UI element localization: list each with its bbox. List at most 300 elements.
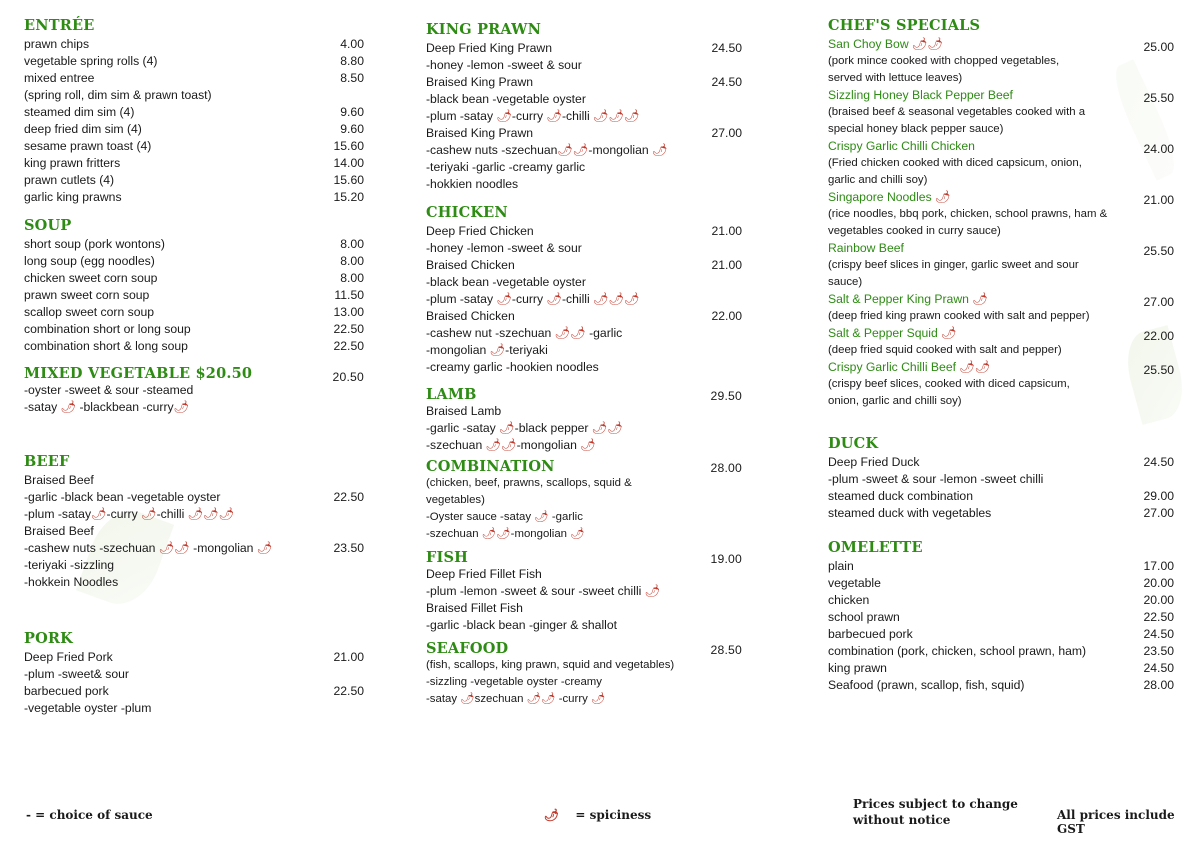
section-entree: [24, 16, 364, 206]
menu-item: [24, 540, 364, 557]
item-price: 22.50: [333, 684, 364, 698]
menu-item: [426, 526, 742, 543]
menu-item: [828, 660, 1174, 677]
section-lamb: [426, 386, 742, 454]
prices-note: Prices subject to change without notice: [853, 797, 1018, 827]
item-title: San Choy Bow 🌶🌶: [828, 37, 943, 51]
menu-column-1: [24, 12, 364, 717]
chilli-icon: 🌶: [593, 109, 609, 123]
item-price: 9.60: [340, 122, 364, 136]
item-name: barbecued pork: [24, 684, 109, 698]
chilli-icon: 🌶: [624, 292, 640, 306]
item-name: -black bean -vegetable oyster: [426, 275, 586, 289]
menu-item: [24, 270, 364, 287]
item-name: king prawn: [828, 661, 887, 675]
item-name: Deep Fried Chicken: [426, 224, 534, 238]
chilli-icon: 🌶: [460, 693, 475, 705]
item-title: Singapore Noodles 🌶: [828, 190, 951, 204]
menu-item: [426, 600, 742, 617]
menu-item: [24, 287, 364, 304]
menu-item: [24, 506, 364, 523]
chilli-icon: 🌶: [534, 511, 549, 523]
item-price: 29.00: [1143, 489, 1174, 503]
item-price: 25.50: [1143, 363, 1174, 377]
menu-item: [24, 236, 364, 253]
menu-item: [24, 253, 364, 270]
item-name: -sizzling -vegetable oyster -creamy: [426, 676, 602, 688]
item-price: 28.00: [1143, 678, 1174, 692]
item-name: combination (pork, chicken, school prawn, ham): [828, 644, 1087, 658]
menu-item: [426, 57, 742, 74]
chilli-icon: 🌶: [624, 109, 640, 123]
section-heading: CHICKEN: [426, 204, 508, 221]
item-description: onion, garlic and chilli soy): [828, 395, 962, 407]
chilli-icon: 🌶: [544, 808, 560, 822]
item-name: plain: [828, 559, 854, 573]
menu-item: [426, 108, 742, 125]
chefs-special-item: [828, 359, 1174, 410]
item-price: 22.00: [711, 309, 742, 323]
menu-item: [828, 677, 1174, 694]
chefs-special-item: [828, 138, 1174, 189]
item-name: scallop sweet corn soup: [24, 305, 155, 319]
sauce-options: -satay 🌶 -blackbean -curry🌶: [24, 400, 190, 414]
chilli-icon: 🌶: [173, 400, 190, 414]
section-seafood: [426, 640, 742, 708]
chilli-icon: 🌶: [580, 438, 596, 452]
menu-item: [426, 142, 742, 159]
item-name: barbecued pork: [828, 627, 913, 641]
item-price: 25.00: [1143, 40, 1174, 54]
item-name: Deep Fried Pork: [24, 650, 113, 664]
item-name: -satay 🌶szechuan 🌶🌶 -curry 🌶: [426, 693, 606, 705]
menu-item: [24, 700, 364, 717]
menu-item: [426, 617, 742, 634]
item-name: school prawn: [828, 610, 900, 624]
menu-item: [426, 674, 742, 691]
chilli-icon: 🌶: [591, 421, 608, 435]
menu-item: [828, 575, 1174, 592]
item-description: (crispy beef slices, cooked with diced capsicum,: [828, 378, 1070, 390]
chilli-icon: 🌶: [912, 37, 928, 51]
menu-item: [426, 437, 742, 454]
menu-item: [828, 488, 1174, 505]
menu-item: [828, 609, 1174, 626]
item-price: 24.50: [711, 41, 742, 55]
item-price: 27.00: [1143, 506, 1174, 520]
chilli-icon: 🌶: [572, 143, 589, 157]
menu-item: [828, 592, 1174, 609]
item-title: Sizzling Honey Black Pepper Beef: [828, 88, 1013, 102]
item-name: Braised Beef: [24, 473, 94, 487]
item-name: steamed duck with vegetables: [828, 506, 992, 520]
menu-item: [426, 125, 742, 142]
menu-item: [828, 643, 1174, 660]
item-price: 28.00: [710, 461, 742, 475]
chilli-icon: 🌶: [972, 292, 988, 306]
menu-item: [24, 489, 364, 506]
menu-column-3: [828, 12, 1174, 694]
item-title: Salt & Pepper King Prawn 🌶: [828, 292, 988, 306]
item-name: deep fried dim sim (4): [24, 122, 142, 136]
chefs-special-item: [828, 36, 1174, 87]
menu-item: [426, 359, 742, 376]
menu-item: [426, 176, 742, 193]
item-price: 27.00: [711, 126, 742, 140]
section-combination: [426, 458, 742, 543]
chefs-special-item: [828, 291, 1174, 325]
chilli-icon: 🌶: [91, 507, 107, 521]
menu-item: [24, 87, 364, 104]
item-price: 17.00: [1143, 559, 1174, 573]
gst-note: All prices include GST: [1057, 808, 1175, 836]
chilli-icon: 🌶: [570, 326, 586, 340]
section-beef: [24, 452, 364, 591]
chilli-icon: 🌶: [141, 507, 157, 521]
item-name: Deep Fried King Prawn: [426, 41, 552, 55]
menu-item: [426, 566, 742, 583]
item-name: short soup (pork wontons): [24, 237, 165, 251]
menu-item: [426, 223, 742, 240]
menu-item: [426, 583, 742, 600]
section-heading: OMELETTE: [828, 539, 923, 556]
chilli-icon: 🌶: [496, 528, 511, 540]
item-price: 21.00: [333, 650, 364, 664]
item-description: (deep fried squid cooked with salt and pepper): [828, 344, 1062, 356]
item-name: -plum -sweet & sour -lemon -sweet chilli: [828, 472, 1044, 486]
section-heading: KING PRAWN: [426, 21, 542, 38]
menu-item: [24, 70, 364, 87]
chilli-icon: 🌶: [546, 292, 562, 306]
chefs-special-item: [828, 325, 1174, 359]
item-name: -cashew nuts -szechuan🌶🌶-mongolian 🌶: [426, 143, 668, 157]
chilli-icon: 🌶: [644, 584, 661, 598]
chilli-icon: 🌶: [554, 326, 571, 340]
menu-item: [426, 74, 742, 91]
item-description: vegetables cooked in curry sauce): [828, 225, 1001, 237]
item-price: 24.50: [711, 75, 742, 89]
item-name: Braised Chicken: [426, 309, 515, 323]
item-name: Braised Lamb: [426, 404, 502, 418]
menu-item: [24, 574, 364, 591]
item-price: 24.50: [1143, 455, 1174, 469]
menu-item: [426, 492, 742, 509]
chilli-icon: 🌶: [974, 360, 991, 374]
item-name: prawn chips: [24, 37, 90, 51]
section-chefs-specials: [828, 16, 1174, 410]
item-name: -plum -lemon -sweet & sour -sweet chilli 🌶: [426, 584, 661, 598]
chilli-icon: 🌶: [941, 326, 957, 340]
item-price: 15.20: [333, 190, 364, 204]
item-name: vegetable: [828, 576, 881, 590]
item-price: 22.00: [1143, 329, 1174, 343]
item-title: Crispy Garlic Chilli Chicken: [828, 139, 975, 153]
item-description: (crispy beef slices in ginger, garlic sweet and sour: [828, 259, 1079, 271]
item-title: Salt & Pepper Squid 🌶: [828, 326, 957, 340]
item-price: 8.00: [340, 237, 364, 251]
item-price: 20.00: [1143, 576, 1174, 590]
item-price: 22.50: [333, 322, 364, 336]
item-price: 9.60: [340, 105, 364, 119]
chilli-icon: 🌶: [489, 343, 506, 357]
section-soup: [24, 216, 364, 355]
item-name: -hokkein Noodles: [24, 575, 119, 589]
item-price: 22.50: [333, 490, 364, 504]
item-name: -garlic -black bean -ginger & shallot: [426, 618, 618, 632]
item-name: Braised Chicken: [426, 258, 515, 272]
section-chicken: [426, 203, 742, 376]
item-name: -honey -lemon -sweet & sour: [426, 58, 582, 72]
section-fish: [426, 549, 742, 634]
item-price: 14.00: [333, 156, 364, 170]
item-price: 23.50: [333, 541, 364, 555]
item-description: (rice noodles, bbq pork, chicken, school prawns, ham &: [828, 208, 1108, 220]
section-heading: CHEF'S SPECIALS: [828, 17, 981, 34]
item-name: -cashew nut -szechuan 🌶🌶 -garlic: [426, 326, 623, 340]
spice-legend: 🌶 = spiciness: [544, 808, 652, 822]
item-price: 8.50: [340, 71, 364, 85]
menu-item: [24, 36, 364, 53]
item-name: -plum -satay🌶-curry 🌶-chilli 🌶🌶🌶: [24, 507, 235, 521]
item-price: 24.00: [1143, 142, 1174, 156]
chilli-icon: 🌶: [593, 292, 609, 306]
menu-item: [426, 40, 742, 57]
item-price: 27.00: [1143, 295, 1174, 309]
menu-item: [426, 691, 742, 708]
menu-item: [24, 104, 364, 121]
item-name: -teriyaki -sizzling: [24, 558, 115, 572]
section-pork: [24, 629, 364, 717]
item-name: prawn cutlets (4): [24, 173, 115, 187]
menu-item: [426, 509, 742, 526]
menu-item: [426, 257, 742, 274]
menu-item: [426, 91, 742, 108]
item-name: king prawn fritters: [24, 156, 121, 170]
item-price: 8.00: [340, 254, 364, 268]
chilli-icon: 🌶: [158, 541, 175, 555]
menu-item: [24, 472, 364, 489]
section-heading: SOUP: [24, 217, 72, 234]
item-description: sauce): [828, 276, 863, 288]
item-description: (braised beef & seasonal vegetables cooked with a: [828, 106, 1086, 118]
item-name: -black bean -vegetable oyster: [426, 92, 586, 106]
item-name: -szechuan 🌶🌶-mongolian 🌶: [426, 438, 596, 452]
item-name: (fish, scallops, king prawn, squid and vegetables): [426, 659, 675, 671]
item-price: 25.50: [1143, 91, 1174, 105]
item-name: -honey -lemon -sweet & sour: [426, 241, 582, 255]
item-description: (Fried chicken cooked with diced capsicum, onion,: [828, 157, 1082, 169]
menu-item: [426, 291, 742, 308]
menu-item: [828, 505, 1174, 522]
chilli-icon: 🌶: [501, 438, 517, 452]
item-name: combination short or long soup: [24, 322, 191, 336]
section-duck: [828, 434, 1174, 522]
item-price: 25.50: [1143, 244, 1174, 258]
chilli-icon: 🌶: [608, 109, 625, 123]
item-name: Deep Fried Fillet Fish: [426, 567, 542, 581]
menu-item: [828, 626, 1174, 643]
item-name: -mongolian 🌶-teriyaki: [426, 343, 548, 357]
item-price: 21.00: [711, 224, 742, 238]
item-price: 29.50: [710, 389, 742, 403]
menu-item: [24, 321, 364, 338]
chefs-special-item: [828, 189, 1174, 240]
item-price: 28.50: [710, 643, 742, 657]
chilli-icon: 🌶: [546, 109, 562, 123]
item-description: special honey black pepper sauce): [828, 123, 1004, 135]
item-name: -vegetable oyster -plum: [24, 701, 152, 715]
item-name: long soup (egg noodles): [24, 254, 155, 268]
item-name: prawn sweet corn soup: [24, 288, 150, 302]
chilli-icon: 🌶: [570, 528, 585, 540]
chilli-icon: 🌶: [935, 190, 951, 204]
menu-item: [828, 471, 1174, 488]
chilli-icon: 🌶: [959, 360, 975, 374]
menu-item: [24, 53, 364, 70]
menu-item: [426, 342, 742, 359]
item-price: 20.00: [1143, 593, 1174, 607]
sauce-options: -oyster -sweet & sour -steamed: [24, 383, 194, 397]
item-name: mixed entree: [24, 71, 95, 85]
chilli-icon: 🌶: [652, 143, 668, 157]
chilli-icon: 🌶: [526, 693, 542, 705]
menu-column-2: [426, 12, 742, 708]
menu-item: [828, 454, 1174, 471]
section-heading: FISH 19.00: [426, 549, 742, 566]
chilli-icon: 🌶: [187, 507, 204, 521]
menu-item: [24, 557, 364, 574]
section-heading: BEEF: [24, 453, 70, 470]
item-price: 22.50: [1143, 610, 1174, 624]
item-name: -Oyster sauce -satay 🌶 -garlic: [426, 511, 583, 523]
menu-item: [426, 308, 742, 325]
menu-item: [426, 475, 742, 492]
chilli-icon: 🌶: [481, 528, 497, 540]
item-price: 15.60: [333, 139, 364, 153]
section-heading: SEAFOOD 28.50: [426, 640, 742, 657]
item-name: -garlic -satay 🌶-black pepper 🌶🌶: [426, 421, 623, 435]
menu-item: [24, 121, 364, 138]
menu-item: [24, 172, 364, 189]
item-price: 22.50: [333, 339, 364, 353]
menu-item: [828, 558, 1174, 575]
item-name: Braised Beef: [24, 524, 94, 538]
item-name: -teriyaki -garlic -creamy garlic: [426, 160, 586, 174]
item-name: steamed dim sim (4): [24, 105, 135, 119]
menu-item: [426, 325, 742, 342]
chilli-icon: 🌶: [174, 541, 190, 555]
sauce-legend: - = choice of sauce: [26, 808, 153, 822]
menu-item: [24, 683, 364, 700]
item-name: -hokkien noodles: [426, 177, 519, 191]
item-name: (spring roll, dim sim & prawn toast): [24, 88, 212, 102]
item-name: (chicken, beef, prawns, scallops, squid &: [426, 477, 632, 489]
section-king-prawn: [426, 20, 742, 193]
item-description: served with lettuce leaves): [828, 72, 963, 84]
chilli-icon: 🌶: [60, 400, 77, 414]
chilli-icon: 🌶: [927, 37, 943, 51]
item-name: chicken: [828, 593, 870, 607]
chilli-icon: 🌶: [541, 693, 556, 705]
menu-item: [426, 420, 742, 437]
chilli-icon: 🌶: [557, 143, 573, 157]
section-heading: PORK: [24, 630, 73, 647]
item-name: -plum -sweet& sour: [24, 667, 129, 681]
item-description: (pork mince cooked with chopped vegetables,: [828, 55, 1060, 67]
item-price: 24.50: [1143, 661, 1174, 675]
item-title: Crispy Garlic Chilli Beef 🌶🌶: [828, 360, 991, 374]
item-name: Braised Fillet Fish: [426, 601, 523, 615]
section-heading: MIXED VEGETABLE $20.50 20.50: [24, 365, 364, 384]
section-heading: DUCK: [828, 435, 879, 452]
item-name: Deep Fried Duck: [828, 455, 920, 469]
item-price: 19.00: [710, 552, 742, 566]
item-name: Seafood (prawn, scallop, fish, squid): [828, 678, 1025, 692]
item-name: -garlic -black bean -vegetable oyster: [24, 490, 221, 504]
item-name: -plum -satay 🌶-curry 🌶-chilli 🌶🌶🌶: [426, 292, 640, 306]
menu-item: [426, 657, 742, 674]
item-price: 8.00: [340, 271, 364, 285]
chilli-icon: 🌶: [256, 541, 273, 555]
chefs-special-item: [828, 87, 1174, 138]
section-mixed-vegetable: [24, 365, 364, 416]
menu-item: [24, 649, 364, 666]
item-price: 21.00: [711, 258, 742, 272]
item-name: garlic king prawns: [24, 190, 122, 204]
chilli-icon: 🌶: [203, 507, 219, 521]
item-description: (deep fried king prawn cooked with salt and pepper): [828, 310, 1090, 322]
menu-item: [426, 403, 742, 420]
chilli-icon: 🌶: [496, 292, 512, 306]
item-name: Braised King Prawn: [426, 75, 534, 89]
menu-item: [24, 523, 364, 540]
chefs-special-item: [828, 240, 1174, 291]
item-name: sesame prawn toast (4): [24, 139, 152, 153]
menu-item: [24, 189, 364, 206]
item-name: -creamy garlic -hookien noodles: [426, 360, 599, 374]
item-name: combination short & long soup: [24, 339, 188, 353]
item-name: steamed duck combination: [828, 489, 973, 503]
item-description: garlic and chilli soy): [828, 174, 928, 186]
chilli-icon: 🌶: [590, 693, 606, 705]
item-price: 8.80: [340, 54, 364, 68]
item-price: 4.00: [340, 37, 364, 51]
item-price: 13.00: [333, 305, 364, 319]
menu-item: [24, 304, 364, 321]
section-heading: LAMB 29.50: [426, 386, 742, 403]
item-title: Rainbow Beef: [828, 241, 904, 255]
item-price: 11.50: [334, 288, 364, 302]
item-price: 15.60: [333, 173, 364, 187]
item-name: -szechuan 🌶🌶-mongolian 🌶: [426, 528, 585, 540]
item-name: Braised King Prawn: [426, 126, 534, 140]
chilli-icon: 🌶: [499, 421, 515, 435]
item-name: vegetable spring rolls (4): [24, 54, 158, 68]
chilli-icon: 🌶: [607, 421, 623, 435]
chilli-icon: 🌶: [608, 292, 625, 306]
menu-item: [24, 138, 364, 155]
item-name: vegetables): [426, 494, 485, 506]
chilli-icon: 🌶: [218, 507, 235, 521]
item-price: 24.50: [1143, 627, 1174, 641]
item-price: 23.50: [1143, 644, 1174, 658]
item-name: chicken sweet corn soup: [24, 271, 158, 285]
menu-item: [426, 240, 742, 257]
chilli-icon: 🌶: [485, 438, 502, 452]
section-omelette: [828, 538, 1174, 694]
section-heading: COMBINATION 28.00: [426, 458, 742, 475]
menu-item: [24, 155, 364, 172]
